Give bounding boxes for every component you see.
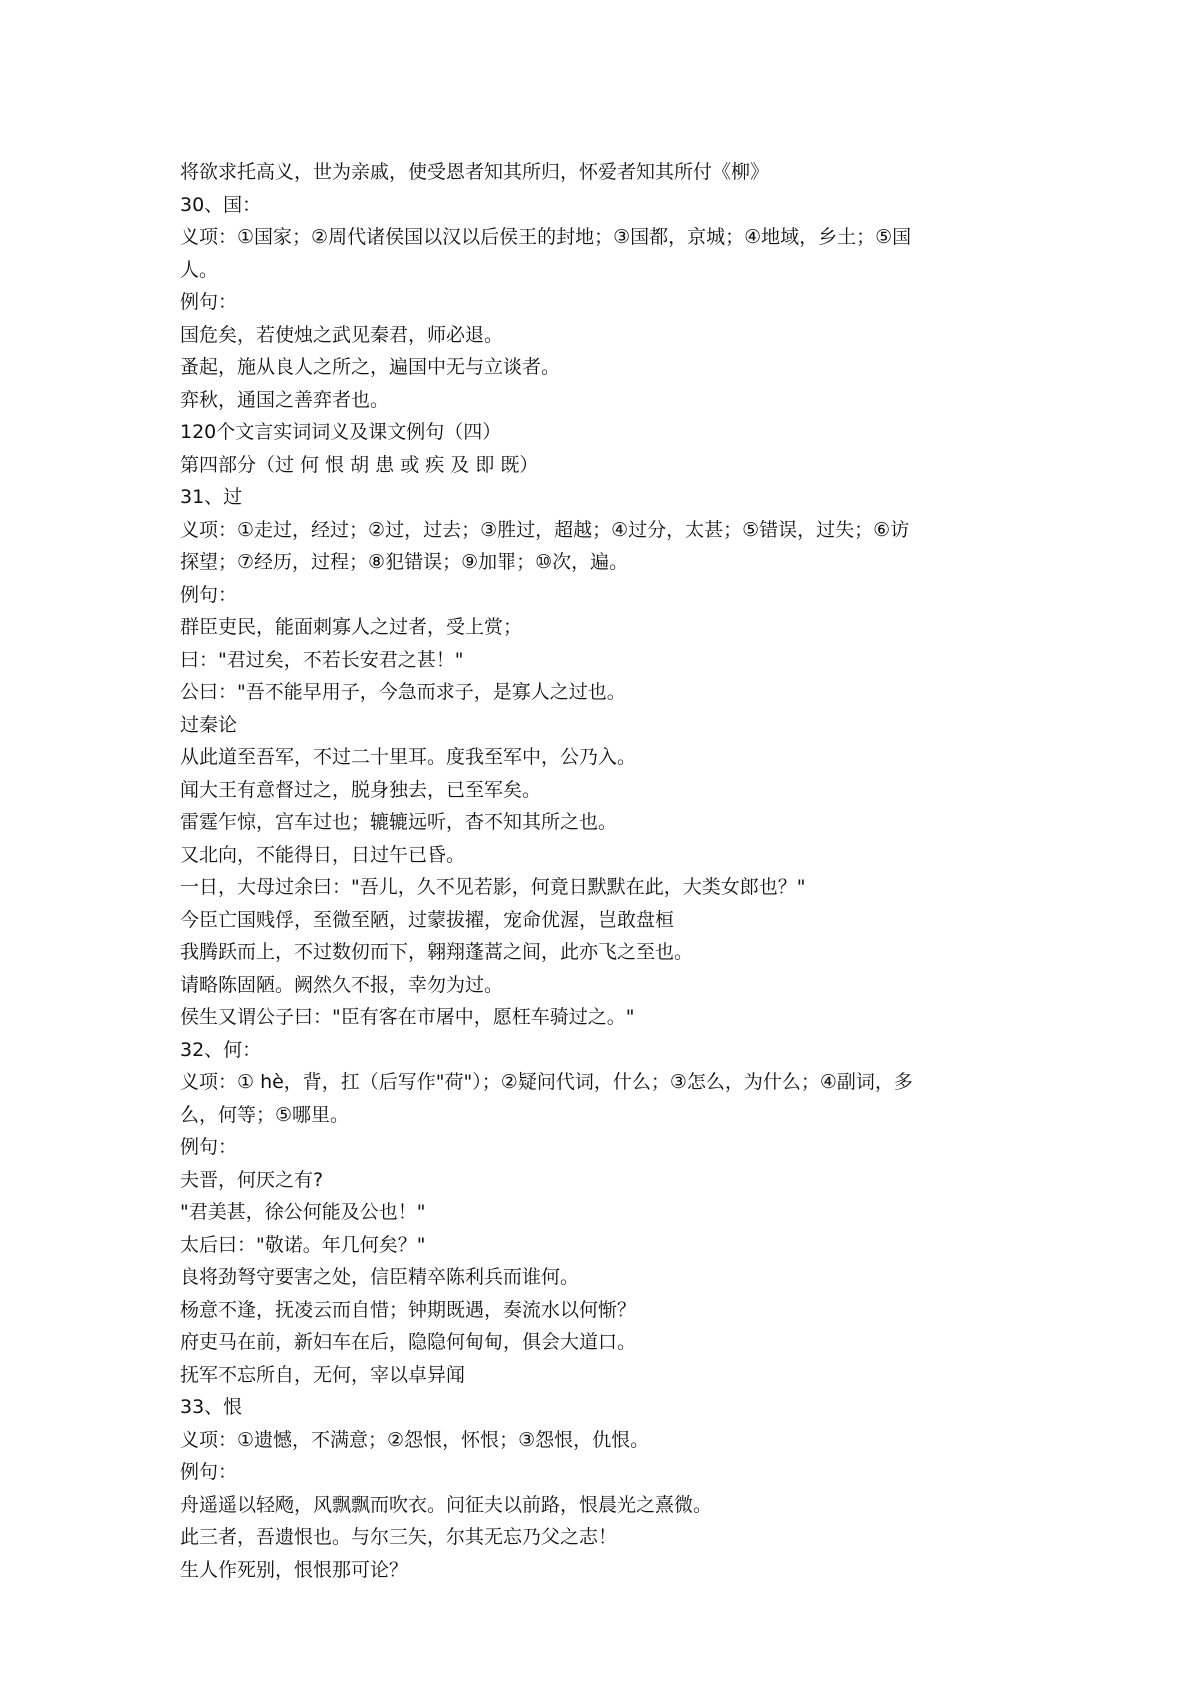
example-sentence: 雷霆乍惊，宫车过也；辘辘远听，杳不知其所之也。: [180, 811, 618, 833]
definition-line: 义项：①走过，经过；②过，过去；③胜过，超越；④过分，太甚；⑤错误，过失；⑥访: [180, 518, 910, 541]
entry-heading: 33、恨: [180, 1396, 243, 1418]
example-sentence: 一日，大母过余曰："吾儿，久不见若影，何竟日默默在此，大类女郎也？": [180, 876, 806, 898]
entry-heading: 30、国：: [180, 193, 262, 216]
document-page: [180, 156, 1030, 1586]
section-subtitle: 第四部分（过 何 恨 胡 患 或 疾 及 即 既）: [180, 453, 539, 476]
example-sentence: 国危矣，若使烛之武见秦君，师必退。: [180, 323, 504, 346]
text-line: 将欲求托高义，世为亲戚，使受恩者知其所归，怀爱者知其所付《柳》: [180, 161, 770, 183]
example-sentence: 蚤起，施从良人之所之，遍国中无与立谈者。: [180, 356, 561, 378]
example-sentence: 杨意不逢，抚凌云而自惜；钟期既遇，奏流水以何惭？: [180, 1298, 637, 1321]
example-sentence: 今臣亡国贱俘，至微至陋，过蒙拔擢，宠命优渥，岂敢盘桓: [180, 908, 675, 931]
definition-line: 义项：① hè，背，扛（后写作"荷"）；②疑问代词，什么；③怎么，为什么；④副词，多: [180, 1071, 913, 1093]
definition-line: 么，何等；⑤哪里。: [180, 1103, 350, 1126]
example-sentence: 公曰："吾不能早用子，今急而求子，是寡人之过也。: [180, 681, 626, 703]
example-sentence: 过秦论: [180, 713, 238, 736]
example-sentence: 府吏马在前，新妇车在后，隐隐何甸甸，俱会大道口。: [180, 1331, 637, 1353]
example-sentence: 良将劲弩守要害之处，信臣精卒陈利兵而谁何。: [180, 1266, 580, 1288]
example-label: 例句：: [180, 1136, 238, 1158]
example-sentence: 又北向，不能得日，日过午已昏。: [180, 843, 466, 866]
example-sentence: 生人作死别，恨恨那可论？: [180, 1558, 409, 1581]
example-sentence: 请略陈固陋。阙然久不报，幸勿为过。: [180, 973, 504, 996]
entry-heading: 31、过: [180, 486, 243, 508]
section-title: 120个文言实词词义及课文例句（四）: [180, 421, 502, 443]
example-sentence: 舟遥遥以轻飏，风飘飘而吹衣。问征夫以前路，恨晨光之熹微。: [180, 1493, 713, 1516]
example-sentence: 此三者，吾遗恨也。与尔三矢，尔其无忘乃父之志！: [180, 1526, 618, 1548]
example-sentence: 群臣吏民，能面刺寡人之过者，受上赏；: [180, 616, 523, 638]
definition-line: 探望；⑦经历，过程；⑧犯错误；⑨加罪；⑩次，遍。: [180, 551, 629, 573]
example-sentence: 从此道至吾军，不过二十里耳。度我至军中，公乃入。: [180, 746, 637, 768]
example-sentence: 太后曰："敬诺。年几何矣？": [180, 1233, 426, 1256]
example-label: 例句：: [180, 291, 238, 313]
entry-heading: 32、何：: [180, 1038, 262, 1061]
example-sentence: "君美甚，徐公何能及公也！": [180, 1201, 426, 1223]
definition-line: 义项：①遗憾，不满意；②怨恨，怀恨；③怨恨，仇恨。: [180, 1428, 650, 1451]
example-label: 例句：: [180, 583, 238, 606]
example-sentence: 抚军不忘所自，无何，宰以卓异闻: [180, 1363, 466, 1386]
example-label: 例句：: [180, 1461, 238, 1483]
example-sentence: 我腾跃而上，不过数仞而下，翱翔蓬蒿之间，此亦飞之至也。: [180, 941, 694, 963]
definition-line: 人。: [180, 258, 219, 281]
example-sentence: 夫晋，何厌之有?: [180, 1168, 324, 1191]
definition-line: 义项：①国家；②周代诸侯国以汉以后侯王的封地；③国都，京城；④地域，乡土；⑤国: [180, 226, 912, 248]
example-sentence: 弈秋，通国之善弈者也。: [180, 388, 390, 411]
example-sentence: 闻大王有意督过之，脱身独去，已至军矣。: [180, 778, 542, 801]
example-sentence: 曰："君过矣，不若长安君之甚！": [180, 648, 464, 671]
example-sentence: 侯生又谓公子曰："臣有客在市屠中，愿枉车骑过之。": [180, 1006, 635, 1028]
